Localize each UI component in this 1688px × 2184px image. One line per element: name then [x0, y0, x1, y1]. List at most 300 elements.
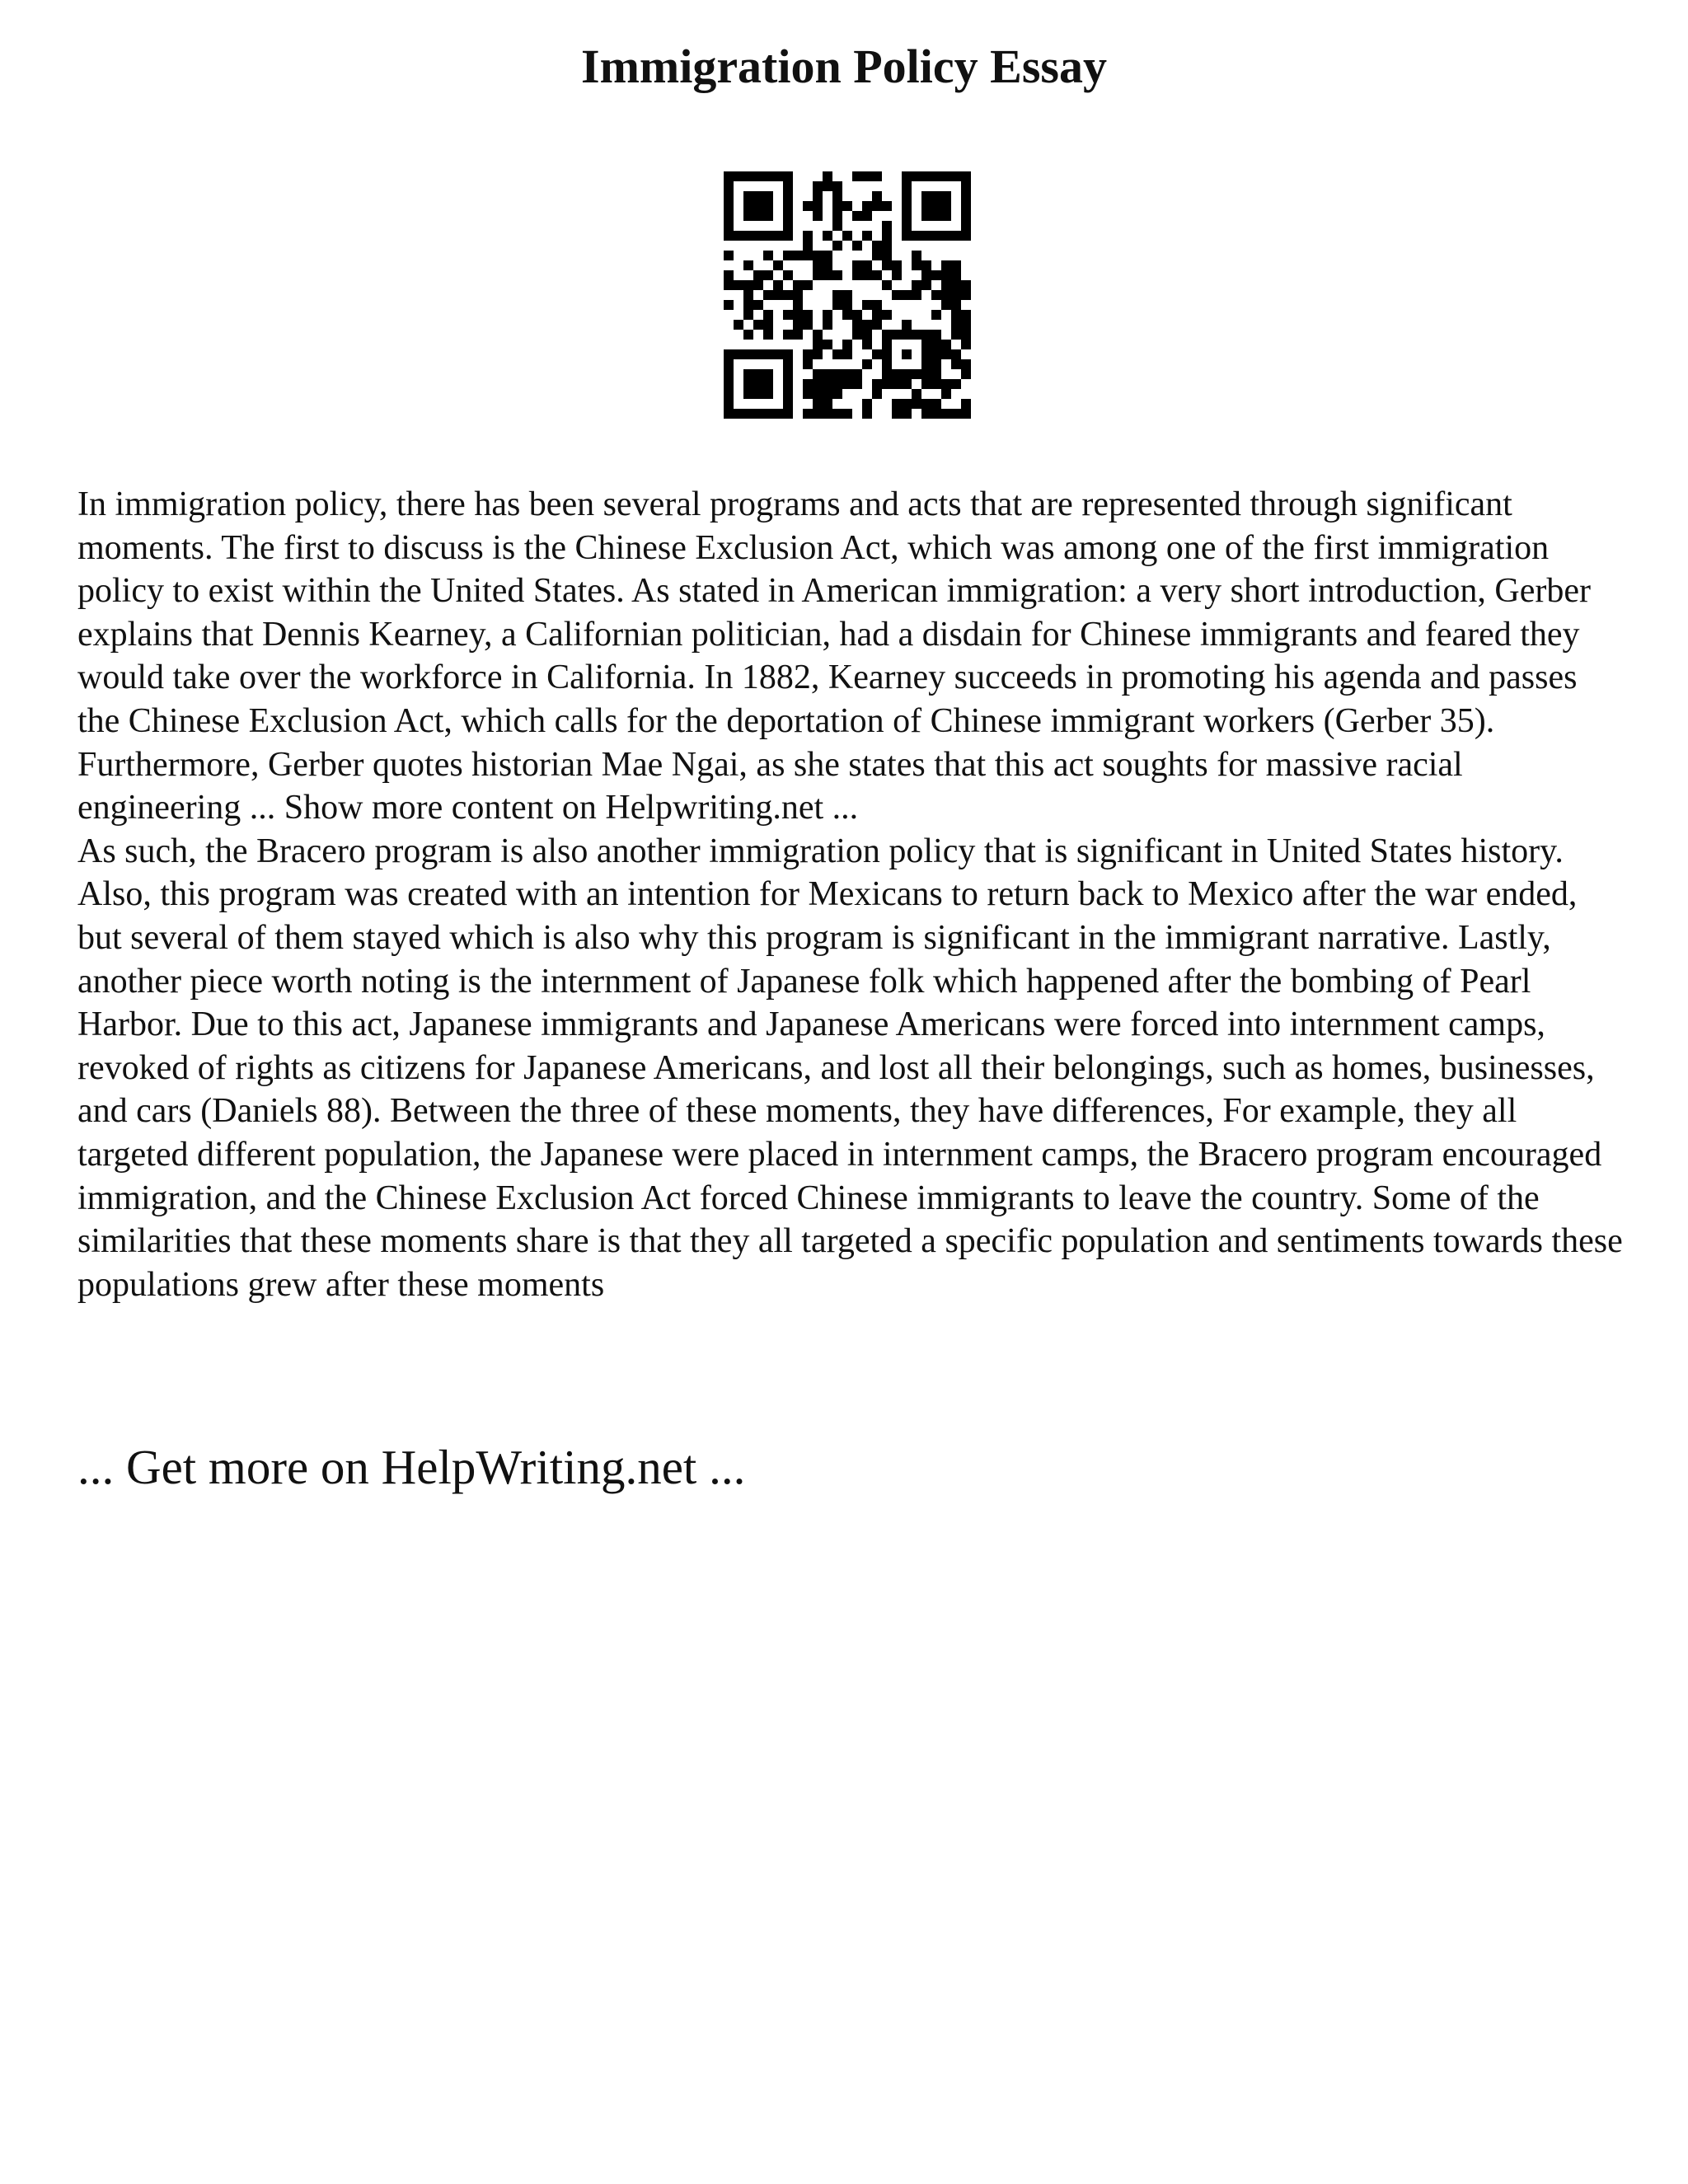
- qr-module: [832, 201, 842, 211]
- qr-module: [753, 379, 763, 389]
- qr-module: [931, 201, 941, 211]
- qr-module: [921, 280, 931, 290]
- qr-module: [921, 191, 931, 201]
- qr-module: [753, 320, 763, 330]
- qr-module: [734, 409, 743, 419]
- qr-module: [872, 310, 882, 320]
- qr-module: [724, 399, 734, 409]
- qr-module: [783, 310, 793, 320]
- qr-module: [724, 181, 734, 191]
- qr-module: [852, 171, 862, 181]
- qr-module: [763, 389, 773, 399]
- qr-module: [793, 300, 803, 310]
- qr-module: [931, 211, 941, 221]
- qr-module: [734, 171, 743, 181]
- qr-module: [892, 290, 902, 300]
- qr-module: [783, 349, 793, 359]
- qr-module: [951, 260, 961, 270]
- qr-module: [902, 290, 912, 300]
- qr-module: [862, 340, 872, 349]
- qr-module: [912, 399, 921, 409]
- qr-code: [724, 171, 971, 419]
- qr-module: [872, 191, 882, 201]
- qr-module: [921, 171, 931, 181]
- qr-module: [941, 231, 951, 241]
- qr-module: [961, 409, 971, 419]
- qr-module: [921, 211, 931, 221]
- qr-module: [921, 270, 931, 280]
- qr-module: [783, 231, 793, 241]
- qr-module: [813, 251, 823, 260]
- qr-module: [941, 379, 951, 389]
- qr-module: [823, 310, 832, 320]
- qr-module: [892, 409, 902, 419]
- qr-module: [813, 260, 823, 270]
- qr-module: [882, 349, 892, 359]
- qr-module: [921, 409, 931, 419]
- qr-module: [961, 340, 971, 349]
- qr-module: [832, 369, 842, 379]
- qr-module: [823, 181, 832, 191]
- qr-module: [941, 409, 951, 419]
- get-more-link[interactable]: ... Get more on HelpWriting.net ...: [77, 1440, 746, 1494]
- qr-module: [743, 409, 753, 419]
- qr-module: [882, 251, 892, 260]
- qr-module: [803, 201, 813, 211]
- qr-module: [941, 300, 951, 310]
- qr-module: [753, 171, 763, 181]
- qr-module: [803, 241, 813, 251]
- qr-module: [763, 211, 773, 221]
- qr-module: [852, 320, 862, 330]
- qr-module: [724, 201, 734, 211]
- qr-module: [783, 290, 793, 300]
- qr-module: [921, 330, 931, 340]
- qr-module: [753, 191, 763, 201]
- qr-module: [813, 369, 823, 379]
- qr-module: [902, 320, 912, 330]
- qr-module: [743, 389, 753, 399]
- qr-module: [823, 340, 832, 349]
- qr-module: [921, 201, 931, 211]
- qr-module: [882, 340, 892, 349]
- qr-module: [931, 379, 941, 389]
- qr-module: [902, 191, 912, 201]
- qr-module: [743, 191, 753, 201]
- qr-module: [832, 191, 842, 201]
- qr-module: [912, 330, 921, 340]
- qr-module: [783, 399, 793, 409]
- qr-module: [832, 181, 842, 191]
- qr-module: [882, 260, 892, 270]
- qr-module: [823, 320, 832, 330]
- qr-module: [783, 201, 793, 211]
- qr-module: [921, 359, 931, 369]
- qr-module: [951, 310, 961, 320]
- qr-module: [773, 290, 783, 300]
- qr-module: [882, 241, 892, 251]
- qr-module: [882, 231, 892, 241]
- qr-module: [951, 359, 961, 369]
- qr-module: [842, 379, 852, 389]
- qr-module: [961, 330, 971, 340]
- qr-module: [783, 251, 793, 260]
- qr-module: [832, 241, 842, 251]
- qr-module: [912, 389, 921, 399]
- qr-module: [862, 320, 872, 330]
- qr-module: [724, 349, 734, 359]
- qr-module: [783, 330, 793, 340]
- qr-module: [763, 191, 773, 201]
- qr-module: [832, 409, 842, 419]
- qr-module: [961, 211, 971, 221]
- qr-module: [813, 330, 823, 340]
- qr-module: [803, 359, 813, 369]
- qr-module: [951, 171, 961, 181]
- qr-module: [872, 300, 882, 310]
- qr-module: [941, 389, 951, 399]
- qr-module: [793, 290, 803, 300]
- qr-module: [842, 290, 852, 300]
- qr-module: [793, 320, 803, 330]
- qr-module: [902, 379, 912, 389]
- qr-module: [813, 340, 823, 349]
- qr-module: [902, 409, 912, 419]
- qr-module: [832, 221, 842, 231]
- qr-module: [743, 231, 753, 241]
- qr-module: [961, 231, 971, 241]
- qr-module: [892, 399, 902, 409]
- qr-module: [892, 330, 902, 340]
- qr-module: [921, 231, 931, 241]
- qr-module: [724, 191, 734, 201]
- qr-module: [951, 280, 961, 290]
- paragraph: In immigration policy, there has been several programs and acts that are represented through significant moments. The first to discuss is the Chinese Exclusion Act, which was among one of the first immigration policy to exist within the United States. As stated in American immigration: a very short introduction, Gerber explains that Dennis Kearney, a Californian politician, had a disdain for Chinese immigrants and feared they would take over the workforce in California. In 1882, Kearney succeeds in promoting his agenda and passes the Chinese Exclusion Act, which calls for the deportation of Chinese immigrant workers (Gerber 35). Furthermore, Gerber quotes historian Mae Ngai, as she states that this act soughts for massive racial engineering ... Show more content on Helpwriting.net ...: [77, 485, 1591, 827]
- qr-module: [743, 330, 753, 340]
- qr-module: [783, 379, 793, 389]
- qr-module: [763, 349, 773, 359]
- qr-module: [813, 181, 823, 191]
- qr-module: [941, 270, 951, 280]
- qr-module: [783, 191, 793, 201]
- qr-module: [862, 260, 872, 270]
- qr-module: [743, 300, 753, 310]
- qr-module: [753, 211, 763, 221]
- qr-module: [862, 231, 872, 241]
- qr-module: [941, 201, 951, 211]
- qr-module: [783, 171, 793, 181]
- qr-module: [862, 409, 872, 419]
- qr-module: [793, 251, 803, 260]
- qr-module: [832, 379, 842, 389]
- qr-module: [961, 181, 971, 191]
- qr-module: [961, 320, 971, 330]
- qr-module: [842, 409, 852, 419]
- qr-module: [743, 290, 753, 300]
- qr-module: [803, 251, 813, 260]
- qr-module: [902, 330, 912, 340]
- qr-module: [882, 330, 892, 340]
- qr-module: [763, 171, 773, 181]
- qr-module: [852, 330, 862, 340]
- qr-module: [951, 330, 961, 340]
- qr-module: [892, 379, 902, 389]
- qr-module: [832, 300, 842, 310]
- qr-module: [743, 369, 753, 379]
- qr-module: [852, 379, 862, 389]
- qr-module: [862, 270, 872, 280]
- qr-module: [783, 221, 793, 231]
- qr-module: [951, 231, 961, 241]
- qr-module: [842, 310, 852, 320]
- qr-module: [931, 369, 941, 379]
- qr-module: [951, 349, 961, 359]
- qr-module: [753, 409, 763, 419]
- qr-module: [734, 231, 743, 241]
- qr-module: [753, 369, 763, 379]
- qr-module: [961, 280, 971, 290]
- qr-module: [941, 290, 951, 300]
- qr-module: [951, 300, 961, 310]
- qr-module: [823, 379, 832, 389]
- qr-module: [902, 369, 912, 379]
- qr-module: [902, 201, 912, 211]
- qr-module: [783, 181, 793, 191]
- qr-module: [842, 201, 852, 211]
- qr-module: [931, 191, 941, 201]
- qr-module: [882, 310, 892, 320]
- qr-module: [842, 300, 852, 310]
- qr-module: [872, 389, 882, 399]
- qr-module: [803, 231, 813, 241]
- qr-module: [793, 310, 803, 320]
- qr-module: [961, 201, 971, 211]
- qr-module: [852, 211, 862, 221]
- qr-module: [912, 369, 921, 379]
- qr-module: [961, 171, 971, 181]
- qr-module: [912, 260, 921, 270]
- qr-module: [882, 359, 892, 369]
- qr-module: [842, 231, 852, 241]
- qr-module: [813, 211, 823, 221]
- qr-module: [763, 270, 773, 280]
- qr-module: [823, 231, 832, 241]
- qr-module: [961, 369, 971, 379]
- qr-module: [753, 300, 763, 310]
- qr-module: [753, 389, 763, 399]
- qr-module: [882, 201, 892, 211]
- qr-module: [862, 399, 872, 409]
- qr-module: [823, 409, 832, 419]
- qr-module: [793, 330, 803, 340]
- qr-module: [832, 290, 842, 300]
- qr-module: [931, 270, 941, 280]
- qr-module: [773, 231, 783, 241]
- qr-module: [862, 171, 872, 181]
- qr-module: [724, 389, 734, 399]
- paragraph: As such, the Bracero program is also another immigration policy that is significant in United States history. Also, this program was created with an intention for Mexicans to return back to Mexico after the war ended, but several of them stayed which is also why this program is significant in the immigrant narrative. Lastly, another piece worth noting is the internment of Japanese folk which happened after the bombing of Pearl Harbor. Due to this act, Japanese immigrants and Japanese Americans were forced into internment camps, revoked of rights as citizens for Japanese Americans, and lost all their belongings, such as homes, businesses, and cars (Daniels 88). Between the three of these moments, they have differences, For example, they all targeted different population, the Japanese were placed in internment camps, the Bracero program encouraged immigration, and the Chinese Exclusion Act forced Chinese immigrants to leave the country. Some of the similarities that these moments share is that they all targeted a specific population and sentiments towards these populations grew after these moments: [77, 832, 1623, 1304]
- qr-module: [931, 330, 941, 340]
- qr-module: [912, 231, 921, 241]
- qr-module: [763, 201, 773, 211]
- qr-module: [862, 330, 872, 340]
- qr-module: [961, 221, 971, 231]
- qr-module: [724, 231, 734, 241]
- qr-module: [724, 211, 734, 221]
- qr-module: [941, 280, 951, 290]
- qr-module: [724, 300, 734, 310]
- qr-module: [773, 171, 783, 181]
- qr-module: [823, 369, 832, 379]
- qr-module: [961, 310, 971, 320]
- qr-module: [823, 389, 832, 399]
- qr-module: [941, 260, 951, 270]
- qr-module: [813, 191, 823, 201]
- qr-module: [941, 349, 951, 359]
- qr-module: [832, 389, 842, 399]
- qr-module: [724, 409, 734, 419]
- qr-module: [931, 399, 941, 409]
- qr-module: [882, 280, 892, 290]
- qr-module: [763, 310, 773, 320]
- qr-module: [763, 409, 773, 419]
- qr-module: [941, 191, 951, 201]
- qr-module: [753, 201, 763, 211]
- qr-module: [912, 171, 921, 181]
- qr-module: [852, 270, 862, 280]
- qr-module: [783, 270, 793, 280]
- qr-module: [832, 349, 842, 359]
- qr-module: [862, 300, 872, 310]
- qr-module: [941, 211, 951, 221]
- qr-module: [951, 409, 961, 419]
- qr-module: [882, 221, 892, 231]
- qr-module: [902, 181, 912, 191]
- qr-module: [763, 290, 773, 300]
- qr-module: [852, 260, 862, 270]
- page-title: Immigration Policy Essay: [581, 40, 1107, 93]
- qr-module: [743, 171, 753, 181]
- qr-module: [921, 369, 931, 379]
- qr-module: [832, 211, 842, 221]
- qr-module: [902, 211, 912, 221]
- qr-module: [872, 201, 882, 211]
- qr-module: [931, 171, 941, 181]
- qr-module: [743, 201, 753, 211]
- qr-module: [724, 379, 734, 389]
- qr-module: [763, 231, 773, 241]
- qr-module: [803, 389, 813, 399]
- qr-module: [763, 320, 773, 330]
- qr-module: [823, 251, 832, 260]
- qr-module: [941, 171, 951, 181]
- qr-module: [803, 320, 813, 330]
- qr-module: [724, 280, 734, 290]
- qr-module: [734, 280, 743, 290]
- qr-module: [931, 310, 941, 320]
- qr-module: [951, 290, 961, 300]
- qr-module: [823, 399, 832, 409]
- qr-module: [813, 399, 823, 409]
- qr-module: [902, 221, 912, 231]
- qr-module: [941, 340, 951, 349]
- qr-module: [823, 260, 832, 270]
- qr-module: [813, 409, 823, 419]
- qr-module: [921, 399, 931, 409]
- qr-module: [773, 280, 783, 290]
- qr-module: [823, 171, 832, 181]
- qr-module: [793, 280, 803, 290]
- qr-module: [823, 270, 832, 280]
- qr-module: [902, 349, 912, 359]
- qr-module: [803, 379, 813, 389]
- qr-module: [872, 251, 882, 260]
- qr-module: [852, 241, 862, 251]
- qr-module: [724, 369, 734, 379]
- qr-module: [921, 349, 931, 359]
- qr-module: [892, 369, 902, 379]
- qr-module: [763, 369, 773, 379]
- qr-module: [803, 409, 813, 419]
- qr-module: [773, 260, 783, 270]
- qr-module: [951, 320, 961, 330]
- qr-module: [931, 340, 941, 349]
- qr-module: [892, 270, 902, 280]
- qr-module: [852, 369, 862, 379]
- qr-module: [734, 349, 743, 359]
- qr-module: [803, 310, 813, 320]
- qr-module: [783, 211, 793, 221]
- qr-module: [892, 260, 902, 270]
- qr-module: [862, 211, 872, 221]
- qr-module: [961, 290, 971, 300]
- qr-module: [961, 399, 971, 409]
- qr-module: [783, 369, 793, 379]
- qr-module: [813, 270, 823, 280]
- qr-module: [803, 280, 813, 290]
- qr-module: [842, 369, 852, 379]
- qr-module: [773, 409, 783, 419]
- qr-module: [862, 359, 872, 369]
- qr-module: [813, 389, 823, 399]
- qr-module: [921, 260, 931, 270]
- qr-module: [912, 290, 921, 300]
- qr-module: [961, 191, 971, 201]
- qr-module: [724, 359, 734, 369]
- qr-module: [753, 280, 763, 290]
- qr-module: [753, 270, 763, 280]
- qr-module: [743, 211, 753, 221]
- qr-module: [724, 251, 734, 260]
- qr-module: [783, 409, 793, 419]
- qr-module: [734, 320, 743, 330]
- qr-module: [902, 171, 912, 181]
- qr-module: [882, 379, 892, 389]
- qr-module: [912, 251, 921, 260]
- qr-module: [872, 320, 882, 330]
- qr-module: [931, 409, 941, 419]
- qr-module: [921, 379, 931, 389]
- qr-module: [753, 349, 763, 359]
- qr-module: [921, 340, 931, 349]
- qr-module: [832, 270, 842, 280]
- qr-module: [753, 231, 763, 241]
- qr-module: [783, 389, 793, 399]
- qr-module: [763, 330, 773, 340]
- qr-module: [724, 221, 734, 231]
- qr-module: [902, 231, 912, 241]
- qr-module: [862, 201, 872, 211]
